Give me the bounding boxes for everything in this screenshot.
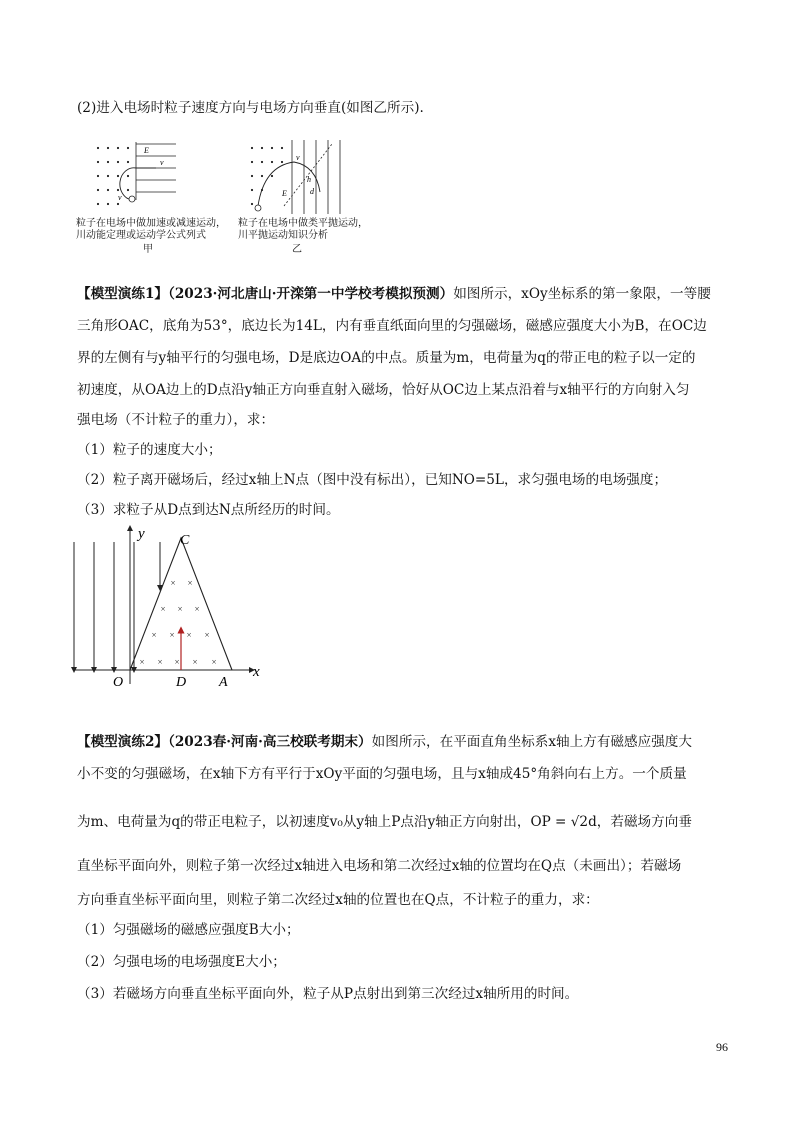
ex1-source: （2023·河北唐山·开滦第一中学校考模拟预测） (168, 286, 454, 302)
label-y: y (138, 526, 145, 542)
ex1-line-5: 强电场（不计粒子的重力），求： (77, 412, 275, 428)
label-d: d (310, 187, 314, 196)
figure-ex1 (62, 524, 272, 692)
ex1-line-4: 初速度，从OA边上的D点沿y轴正方向垂直射入磁场，恰好从OC边上某点沿着与x轴平行的方向射入匀 (77, 382, 690, 398)
ex1-line-3: 界的左侧有与y轴平行的匀强电场，D是底边OA的中点。质量为m，电荷量为q的带正电的粒子以一定的 (77, 350, 696, 366)
fig-jia-caption-2: 川动能定理或运动学公式列式 (76, 230, 206, 241)
ex2-line-5: 方向垂直坐标平面向里，则粒子第二次经过x轴的位置也在Q点，不计粒子的重力，求： (77, 892, 599, 908)
label-O: O (113, 675, 124, 690)
svg-text:×: × (174, 657, 180, 667)
ex1-line-2: 三角形OAC，底角为53°，底边长为14L，内有垂直纸面向里的匀强磁场，磁感应强度大小为B，在OC边 (77, 318, 707, 334)
svg-text:×: × (194, 604, 200, 614)
ex1-question-2: （2）粒子离开磁场后，经过x轴上N点（图中没有标出），已知NO=5L，求匀强电场的电场强度； (77, 472, 668, 488)
page-number: 96 (716, 1040, 728, 1054)
label-v-top: v (160, 158, 164, 167)
ex2-question-3: （3）若磁场方向垂直坐标平面向外，粒子从P点射出到第三次经过x轴所用的时间。 (77, 986, 579, 1002)
fig-yi-caption-2: 川平抛运动知识分析 (238, 230, 328, 241)
magnetic-field-dots (251, 147, 283, 205)
svg-text:×: × (160, 604, 166, 614)
svg-text:×: × (157, 657, 163, 667)
ex2-title: 【模型演练2】 (77, 734, 169, 750)
svg-text:×: × (177, 604, 183, 614)
fig-jia-caption-1: 粒子在电场中做加速或减速运动， (76, 218, 226, 229)
label-h: h (307, 175, 311, 184)
label-E: E (282, 189, 287, 198)
label-v: v (296, 153, 300, 162)
svg-text:×: × (204, 630, 210, 640)
svg-text:×: × (186, 630, 192, 640)
electric-field-lines (74, 542, 163, 670)
svg-text:×: × (151, 630, 157, 640)
ex1-title: 【模型演练1】 (77, 286, 169, 302)
svg-text:×: × (139, 657, 145, 667)
label-x: x (253, 664, 260, 680)
ex1-line-1 (77, 284, 711, 304)
fig-yi-name: 乙 (292, 244, 302, 255)
magnetic-field-crosses (139, 578, 216, 667)
figure-yi (244, 136, 354, 218)
particle (129, 196, 135, 202)
svg-text:×: × (211, 657, 217, 667)
label-D: D (176, 675, 187, 690)
figure-jia (80, 136, 220, 218)
svg-text:×: × (170, 578, 176, 588)
ex2-question-2: （2）匀强电场的电场强度E大小； (77, 954, 286, 970)
label-A: A (219, 675, 228, 690)
label-E: E (144, 146, 149, 155)
label-v-bottom: v (118, 193, 122, 202)
electric-field-lines (136, 142, 176, 200)
svg-text:×: × (192, 657, 198, 667)
ex1-line1-rest: 如图所示，xOy坐标系的第一象限，一等腰 (453, 286, 711, 302)
particle (255, 205, 261, 211)
ex2-line-2: 小不变的匀强磁场，在x轴下方有平行于xOy平面的匀强电场，且与x轴成45°角斜向右上方。一个质量 (77, 766, 687, 782)
ex2-source: （2023春·河南·高三校联考期末） (168, 734, 372, 750)
svg-text:×: × (169, 630, 175, 640)
svg-text:×: × (187, 578, 193, 588)
ex2-line-4: 直坐标平面向外，则粒子第一次经过x轴进入电场和第二次经过x轴的位置均在Q点（未画出）；若磁场 (77, 858, 682, 874)
ex2-line-1 (77, 732, 692, 752)
ex2-question-1: （1）匀强磁场的磁感应强度B大小； (77, 922, 300, 938)
label-C: C (180, 533, 190, 548)
electric-field-lines (284, 140, 340, 214)
ex2-line1-rest: 如图所示，在平面直角坐标系x轴上方有磁感应强度大 (371, 734, 692, 750)
ex1-question-3: （3）求粒子从D点到达N点所经历的时间。 (77, 502, 340, 518)
intro-text: (2)进入电场时粒子速度方向与电场方向垂直(如图乙所示). (77, 100, 424, 116)
particle-trajectory (120, 168, 136, 200)
fig-jia-name: 甲 (143, 244, 153, 255)
ex1-question-1: （1）粒子的速度大小； (77, 442, 222, 458)
ex2-line-3: 为m、电荷量为q的带正电粒子，以初速度v₀从y轴上P点沿y轴正方向射出，OP = √2d，若磁场方向垂 (77, 814, 692, 830)
fig-yi-caption-1: 粒子在电场中做类平抛运动， (238, 218, 368, 229)
